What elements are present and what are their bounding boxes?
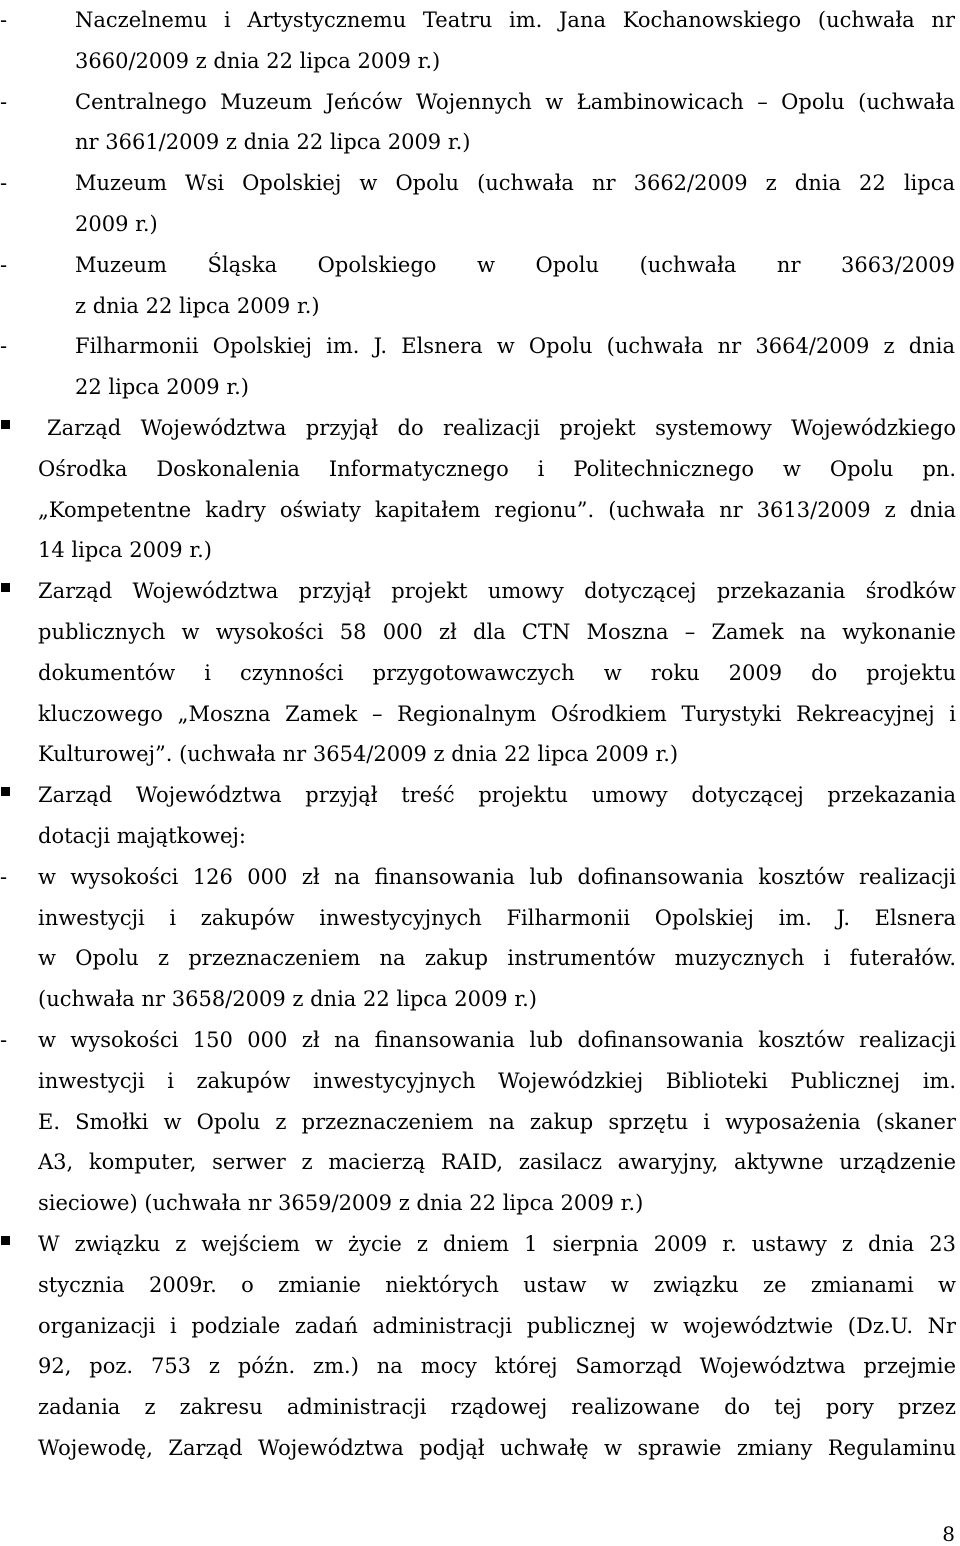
line-text: Wojewodę, Zarząd Województwa podjął uchwałę w sprawie zmiany Regulaminu bbox=[38, 1436, 956, 1460]
line-text: w wysokości 126 000 zł na finansowania lub dofinansowania kosztów realizacji bbox=[38, 864, 956, 889]
bullet-list-line bbox=[0, 571, 960, 612]
line-text: 92, poz. 753 z późn. zm.) na mocy której Samorząd Województwa przejmie bbox=[38, 1354, 956, 1379]
square-bullet-icon bbox=[1, 1236, 10, 1245]
bullet-list-line bbox=[0, 1224, 960, 1265]
text-line bbox=[0, 490, 960, 531]
line-text: Naczelnemu i Artystycznemu Teatru im. Jana Kochanowskiego (uchwała nr bbox=[75, 8, 955, 32]
text-line bbox=[0, 1306, 960, 1347]
line-text: zadania z zakresu administracji rządowej realizowane do tej pory przez bbox=[38, 1395, 956, 1420]
line-text: nr 3661/2009 z dnia 22 lipca 2009 r.) bbox=[75, 130, 471, 155]
line-text: Muzeum Śląska Opolskiego w Opolu (uchwała nr 3663/2009 bbox=[75, 252, 955, 277]
text-line bbox=[0, 694, 960, 735]
text-line bbox=[0, 653, 960, 694]
text-line bbox=[0, 938, 960, 979]
text-line bbox=[0, 734, 960, 775]
text-line bbox=[0, 122, 960, 163]
line-text: publicznych w wysokości 58 000 zł dla CTN Moszna – Zamek na wykonanie bbox=[38, 620, 956, 644]
text-line bbox=[0, 979, 960, 1020]
dash-marker: - bbox=[0, 864, 8, 889]
line-text: 3660/2009 z dnia 22 lipca 2009 r.) bbox=[75, 48, 441, 73]
line-text: sieciowe) (uchwała nr 3659/2009 z dnia 22 lipca 2009 r.) bbox=[38, 1191, 644, 1216]
line-text: W związku z wejściem w życie z dniem 1 sierpnia 2009 r. ustawy z dnia 23 bbox=[38, 1232, 956, 1256]
line-text: 14 lipca 2009 r.) bbox=[38, 538, 212, 563]
dash-marker: - bbox=[0, 334, 8, 359]
line-text: inwestycji i zakupów inwestycyjnych Wojewódzkiej Biblioteki Publicznej im. bbox=[38, 1068, 956, 1093]
line-text: E. Smołki w Opolu z przeznaczeniem na zakup sprzętu i wyposażenia (skaner bbox=[38, 1109, 956, 1134]
dash-marker: - bbox=[0, 171, 8, 196]
line-text: Zarząd Województwa przyjął projekt umowy dotyczącej przekazania środków bbox=[38, 579, 956, 604]
bullet-list-line bbox=[0, 408, 960, 449]
line-text: Kulturowej”. (uchwała nr 3654/2009 z dnia 22 lipca 2009 r.) bbox=[38, 742, 679, 767]
line-text: Ośrodka Doskonalenia Informatycznego i Politechnicznego w Opolu pn. bbox=[38, 456, 956, 481]
line-text: w Opolu z przeznaczeniem na zakup instrumentów muzycznych i futerałów. bbox=[38, 946, 956, 971]
square-bullet-icon bbox=[1, 787, 10, 796]
text-line bbox=[0, 816, 960, 857]
dash-marker: - bbox=[0, 252, 8, 277]
square-bullet-icon bbox=[1, 583, 10, 592]
line-text: inwestycji i zakupów inwestycyjnych Filharmonii Opolskiej im. J. Elsnera bbox=[38, 905, 956, 930]
line-text: „Kompetentne kadry oświaty kapitałem regionu”. (uchwała nr 3613/2009 z dnia bbox=[38, 497, 956, 522]
line-text: 2009 r.) bbox=[75, 212, 158, 236]
dash-marker: - bbox=[0, 89, 8, 114]
square-bullet-icon bbox=[1, 420, 10, 429]
line-text: Zarząd Województwa przyjął treść projektu umowy dotyczącej przekazania bbox=[38, 783, 956, 808]
text-line bbox=[0, 204, 960, 245]
text-line bbox=[0, 898, 960, 939]
dash-list-line bbox=[0, 163, 960, 204]
dash-marker: - bbox=[0, 1028, 8, 1052]
line-text: dokumentów i czynności przygotowawczych w roku 2009 do projektu bbox=[38, 660, 956, 685]
line-text: w wysokości 150 000 zł na finansowania lub dofinansowania kosztów realizacji bbox=[38, 1028, 956, 1052]
line-text: (uchwała nr 3658/2009 z dnia 22 lipca 2009 r.) bbox=[38, 987, 537, 1012]
text-line bbox=[0, 41, 960, 82]
dash-list-line bbox=[0, 82, 960, 123]
text-line bbox=[0, 530, 960, 571]
text-line bbox=[0, 449, 960, 490]
text-line bbox=[0, 367, 960, 408]
line-text: A3, komputer, serwer z macierzą RAID, zasilacz awaryjny, aktywne urządzenie bbox=[38, 1150, 956, 1175]
line-text: kluczowego „Moszna Zamek – Regionalnym Ośrodkiem Turystyki Rekreacyjnej i bbox=[38, 701, 956, 726]
line-text: stycznia 2009r. o zmianie niektórych ustaw w związku ze zmianami w bbox=[38, 1272, 956, 1297]
dash-list-line bbox=[0, 857, 960, 898]
text-line bbox=[0, 1102, 960, 1143]
dash-marker: - bbox=[0, 8, 8, 32]
text-line bbox=[0, 1346, 960, 1387]
bullet-list-line bbox=[0, 775, 960, 816]
page-number: 8 bbox=[942, 1522, 955, 1546]
line-text: z dnia 22 lipca 2009 r.) bbox=[75, 293, 320, 318]
dash-list-line bbox=[0, 1020, 960, 1061]
text-line bbox=[0, 1183, 960, 1224]
line-text: organizacji i podziale zadań administracji publicznej w województwie (Dz.U. Nr bbox=[38, 1313, 956, 1338]
dash-list-line bbox=[0, 326, 960, 367]
text-line bbox=[0, 1428, 960, 1469]
dash-list-line bbox=[0, 245, 960, 286]
line-text: Filharmonii Opolskiej im. J. Elsnera w Opolu (uchwała nr 3664/2009 z dnia bbox=[75, 334, 955, 359]
line-text: 22 lipca 2009 r.) bbox=[75, 375, 249, 400]
text-line bbox=[0, 1265, 960, 1306]
dash-list-line bbox=[0, 0, 960, 41]
line-text: Zarząd Województwa przyjął do realizacji projekt systemowy Wojewódzkiego bbox=[47, 416, 956, 440]
line-text: dotacji majątkowej: bbox=[38, 824, 246, 848]
line-text: Centralnego Muzeum Jeńców Wojennych w Łambinowicach – Opolu (uchwała bbox=[75, 89, 955, 114]
text-line bbox=[0, 612, 960, 653]
text-line bbox=[0, 1387, 960, 1428]
line-text: Muzeum Wsi Opolskiej w Opolu (uchwała nr 3662/2009 z dnia 22 lipca bbox=[75, 171, 955, 196]
text-line bbox=[0, 1142, 960, 1183]
text-line bbox=[0, 1061, 960, 1102]
text-line bbox=[0, 286, 960, 327]
